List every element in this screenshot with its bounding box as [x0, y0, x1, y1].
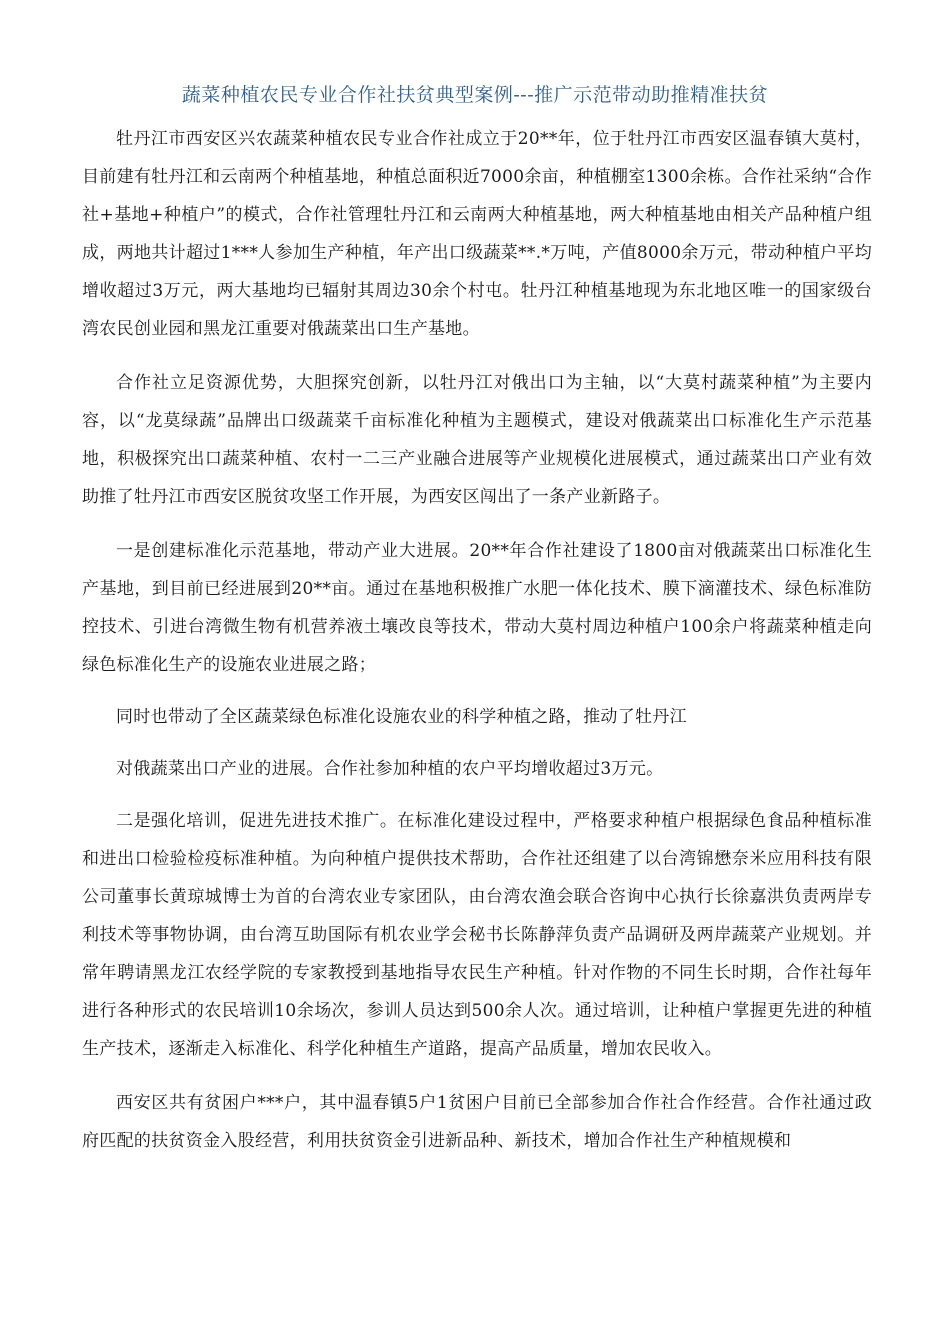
paragraph-6: 二是强化培训，促进先进技术推广。在标准化建设过程中，严格要求种植户根据绿色食品种植标准和进出口检验检疫标准种植。为向种植户提供技术帮助，合作社还组建了以台湾锦懋奈米应用科技有限公司董事长黄琼城博士为首的台湾农业专家团队，由台湾农渔会联合咨询中心执行长徐嘉洪负责两岸专利技术等事物协调，由台湾互助国际有机农业学会秘书长陈静萍负责产品调研及两岸蔬菜产业规划。并常年聘请黑龙江农经学院的专家教授到基地指导农民生产种植。针对作物的不同生长时期，合作社每年进行各种形式的农民培训10余场次，参训人员达到500余人次。通过培训，让种植户掌握更先进的种植生产技术，逐渐走入标准化、科学化种植生产道路，提高产品质量，增加农民收入。 — [82, 811, 872, 1059]
paragraph-2: 合作社立足资源优势，大胆探究创新，以牡丹江对俄出口为主轴，以“大莫村蔬菜种植”为主要内容，以“龙莫绿蔬”品牌出口级蔬菜千亩标准化种植为主题模式，建设对俄蔬菜出口标准化生产示范基地，积极探究出口蔬菜种植、农村一二三产业融合进展等产业规模化进展模式，通过蔬菜出口产业有效助推了牡丹江市西安区脱贫攻坚工作开展，为西安区闯出了一条产业新路子。 — [82, 373, 872, 507]
paragraph-1: 牡丹江市西安区兴农蔬菜种植农民专业合作社成立于20**年，位于牡丹江市西安区温春镇大莫村，目前建有牡丹江和云南两个种植基地，种植总面积近7000余亩，种植棚室1300余栋。合作社采纳“合作社+基地+种植户”的模式，合作社管理牡丹江和云南两大种植基地，两大种植基地由相关产品种植户组成，两地共计超过1***人参加生产种植，年产出口级蔬菜**.*万吨，产值8000余万元，带动种植户平均增收超过3万元，两大基地均已辐射其周边30余个村屯。牡丹江种植基地现为东北地区唯一的国家级台湾农民创业园和黑龙江重要对俄蔬菜出口生产基地。 — [82, 129, 872, 339]
paragraph-5: 对俄蔬菜出口产业的进展。合作社参加种植的农户平均增收超过3万元。 — [116, 759, 664, 779]
paragraph-4: 同时也带动了全区蔬菜绿色标准化设施农业的科学种植之路，推动了牡丹江 — [116, 707, 687, 727]
document-body — [82, 120, 872, 1160]
paragraph-7: 西安区共有贫困户***户，其中温春镇5户1贫困户目前已全部参加合作社合作经营。合作社通过政府匹配的扶贫资金入股经营，利用扶贫资金引进新品种、新技术，增加合作社生产种植规模和 — [82, 1093, 872, 1151]
document-title: 蔬菜种植农民专业合作社扶贫典型案例---推广示范带动助推精准扶贫 — [181, 84, 769, 106]
paragraph-3: 一是创建标准化示范基地，带动产业大进展。20**年合作社建设了1800亩对俄蔬菜出口标准化生产基地，到目前已经进展到20**亩。通过在基地积极推广水肥一体化技术、膜下滴灌技术、绿色标准防控技术、引进台湾微生物有机营养液土壤改良等技术，带动大莫村周边种植户100余户将蔬菜种植走向绿色标准化生产的设施农业进展之路； — [82, 541, 872, 675]
